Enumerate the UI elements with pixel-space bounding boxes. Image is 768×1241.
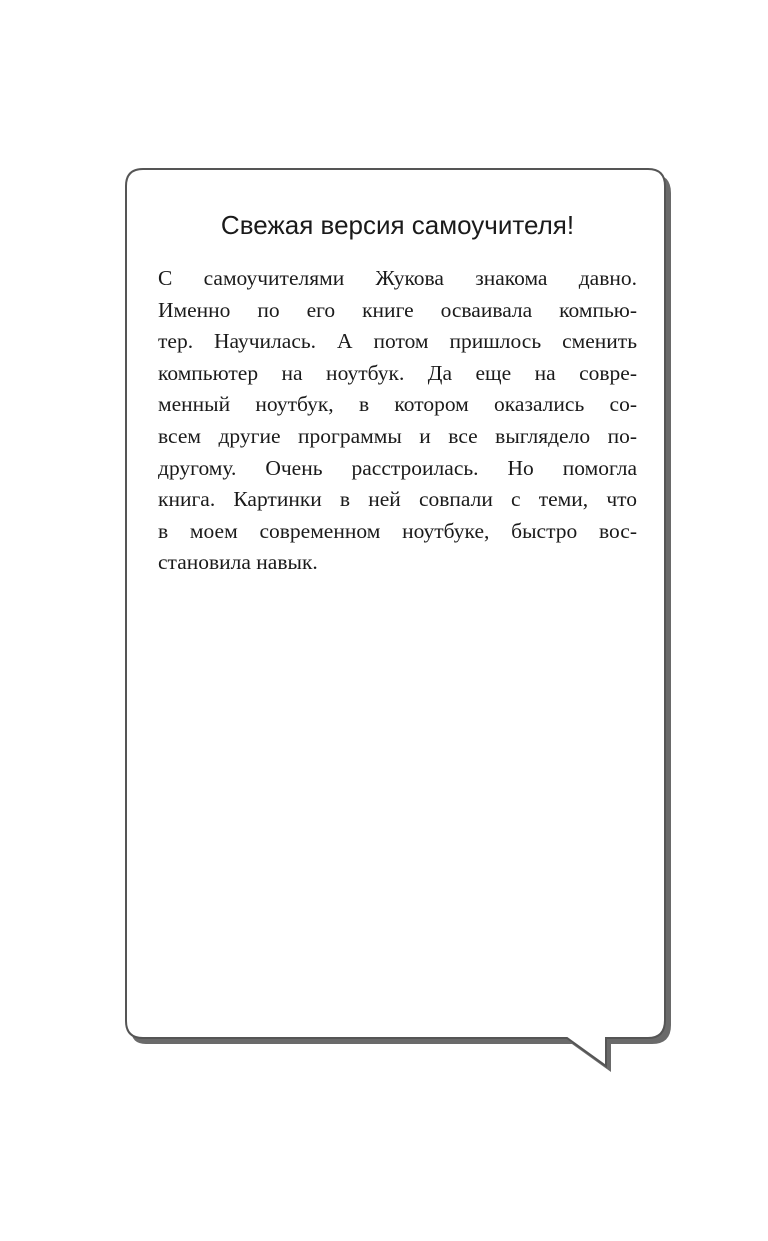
review-line: всем другие программы и все выглядело по- [158,423,637,448]
review-card [150,195,645,1015]
review-line: другому. Очень расстроилась. Но помогла [158,455,637,480]
review-line: компьютер на ноутбук. Да еще на совре- [158,360,637,385]
review-text [158,263,637,579]
review-line: становила навык. [158,550,318,575]
review-line: Именно по его книге осваивала компью- [158,297,637,322]
review-line: менный ноутбук, в котором оказались со- [158,392,637,417]
review-line: в моем современном ноутбуке, быстро вос- [158,518,637,543]
review-line: тер. Научилась. А потом пришлось сменить [158,329,637,354]
review-title: Свежая версия самоучителя! [220,210,575,240]
review-line: книга. Картинки в ней совпали с теми, что [158,487,637,512]
review-line: С самоучителями Жукова знакома давно. [158,266,637,290]
